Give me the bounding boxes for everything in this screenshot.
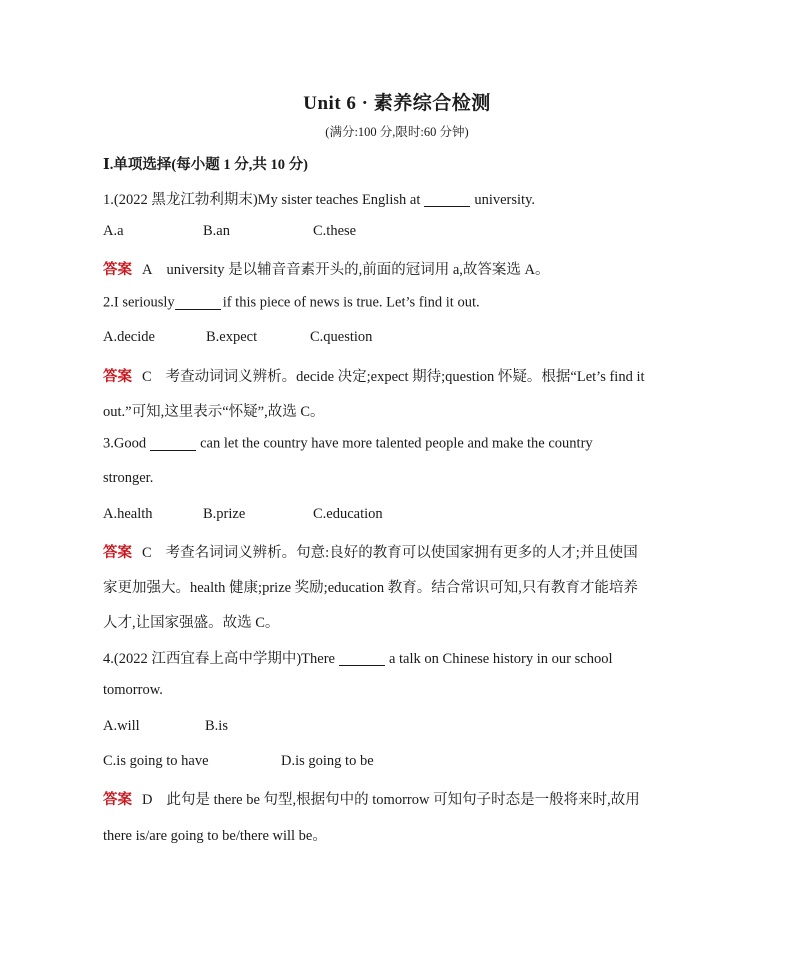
q2-explanation-1: 考查动词词义辨析。decide 决定;expect 期待;question 怀疑。根据“Let’s find it: [165, 369, 645, 385]
page-subtitle: (满分:100 分,限时:60 分钟): [325, 125, 469, 139]
q3-blank: [150, 435, 196, 451]
q1-answer-key: A: [142, 262, 153, 278]
q2-blank: [175, 294, 221, 310]
q3-answer-key: C: [142, 545, 152, 561]
question-2-options: [103, 329, 372, 346]
q3-option-c: C.education: [313, 506, 383, 522]
q2-stem-b: if this piece of news is true. Let’s find it out.: [222, 294, 480, 311]
q3-option-a: A.health: [103, 506, 153, 522]
q3-option-b: B.prize: [203, 506, 246, 522]
q1-option-c: C.these: [313, 223, 357, 239]
answer-label: 答案: [103, 369, 132, 385]
q4-stem-b: a talk on Chinese history in our school: [388, 651, 613, 667]
page-title: Unit 6 · 素养综合检测: [303, 93, 491, 114]
question-3-stem-cont: stronger.: [103, 470, 154, 486]
q1-stem-b: university.: [474, 192, 536, 208]
question-4-stem: [103, 647, 612, 668]
question-3-answer-line-1: [103, 541, 638, 562]
question-3-stem: [103, 435, 593, 453]
q4-option-d: D.is going to be: [281, 753, 374, 769]
answer-label: 答案: [103, 792, 132, 808]
q2-answer-key: C: [142, 369, 152, 385]
q4-blank: [339, 651, 385, 667]
question-2-answer-line-1: [103, 365, 645, 386]
question-3-options: [103, 506, 383, 523]
section-heading: Ⅰ.单项选择(每小题 1 分,共 10 分): [103, 157, 308, 173]
q1-option-a: A.a: [103, 223, 124, 239]
question-3-answer-line-2: 家更加强大。health 健康;prize 奖励;education 教育。结合常识可知,只有教育才能培养: [103, 580, 638, 596]
question-2-stem: [103, 294, 480, 312]
q4-option-a: A.will: [103, 718, 140, 734]
q2-option-b: B.expect: [206, 329, 258, 345]
q3-explanation-1: 考查名词词义辨析。句意:良好的教育可以使国家拥有更多的人才;并且使国: [165, 545, 638, 561]
q4-explanation-1: 此句是 there be 句型,根据句中的 tomorrow 可知句子时态是一般将来时,故用: [166, 792, 640, 808]
q4-stem-a: 4.(2022 江西宜春上高中学期中)There: [103, 651, 335, 667]
q2-option-c: C.question: [310, 329, 373, 345]
q1-option-b: B.an: [203, 223, 230, 239]
question-4-answer-line-1: [103, 788, 640, 809]
q1-blank: [424, 192, 470, 208]
question-1-stem: [103, 188, 535, 209]
question-4-stem-cont: tomorrow.: [103, 682, 163, 698]
q3-stem-b: can let the country have more talented people and make the country: [200, 435, 593, 452]
question-4-options-row-1: [103, 718, 228, 735]
q2-stem-a: 2.I seriously: [103, 294, 175, 311]
question-1-options: [103, 223, 356, 240]
q1-stem-a: 1.(2022 黑龙江勃利期末)My sister teaches English at: [103, 192, 421, 208]
question-2-answer-line-2: out.”可知,这里表示“怀疑”,故选 C。: [103, 404, 325, 420]
q4-option-c: C.is going to have: [103, 753, 209, 769]
question-4-options-row-2: [103, 753, 374, 770]
q2-option-a: A.decide: [103, 329, 155, 345]
q3-stem-a: 3.Good: [103, 435, 147, 452]
q1-explanation: university 是以辅音音素开头的,前面的冠词用 a,故答案选 A。: [166, 262, 550, 278]
answer-label: 答案: [103, 262, 132, 278]
question-3-answer-line-3: 人才,让国家强盛。故选 C。: [103, 615, 280, 631]
answer-label: 答案: [103, 545, 132, 561]
q4-answer-key: D: [142, 792, 153, 808]
question-4-answer-line-2: there is/are going to be/there will be。: [103, 828, 327, 844]
question-1-answer: [103, 258, 550, 279]
q4-option-b: B.is: [205, 718, 228, 734]
